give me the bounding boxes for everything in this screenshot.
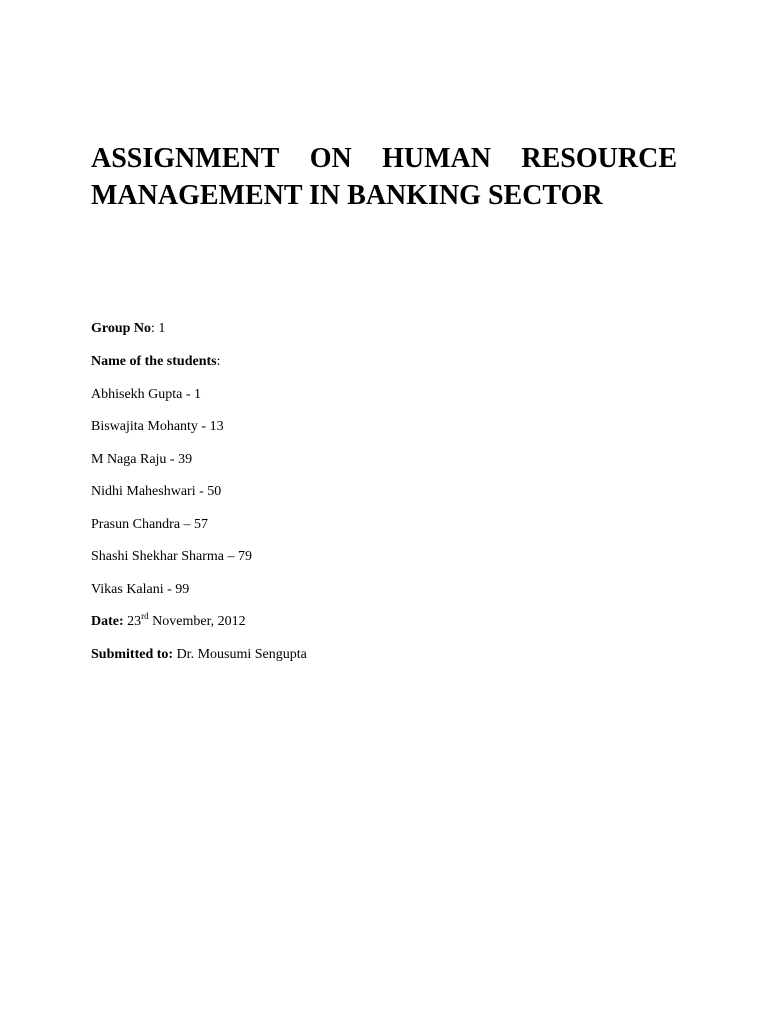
students-heading-line [91, 354, 221, 370]
student-entry: Nidhi Maheshwari - 50 [91, 484, 222, 499]
students-heading-label: Name of the students [91, 354, 217, 369]
group-number-value: : 1 [151, 321, 166, 336]
title-word: HUMAN [382, 143, 491, 174]
title-word: ON [309, 143, 352, 174]
document-title [91, 140, 677, 214]
student-entry: M Naga Raju - 39 [91, 452, 193, 467]
student-entry: Vikas Kalani - 99 [91, 582, 190, 597]
group-number-label: Group No [91, 321, 152, 336]
title-word: RESOURCE [521, 143, 677, 174]
date-line [91, 611, 246, 630]
students-heading-suffix: : [216, 354, 221, 369]
student-entry: Shashi Shekhar Sharma – 79 [91, 549, 252, 564]
date-label: Date: [91, 614, 124, 629]
student-entry: Prasun Chandra – 57 [91, 517, 209, 532]
title-line-1 [91, 140, 677, 177]
title-word: ASSIGNMENT [91, 143, 280, 174]
submitted-to-line [91, 647, 307, 663]
student-entry: Biswajita Mohanty - 13 [91, 419, 224, 434]
date-day: 23 [123, 614, 142, 629]
submitted-to-value: Dr. Mousumi Sengupta [173, 647, 307, 662]
student-entry: Abhisekh Gupta - 1 [91, 387, 202, 402]
group-number-line [91, 321, 165, 337]
title-line-2: MANAGEMENT IN BANKING SECTOR [91, 180, 603, 211]
submitted-to-label: Submitted to: [91, 647, 174, 662]
date-ordinal: rd [141, 611, 149, 621]
date-rest: November, 2012 [148, 614, 246, 629]
